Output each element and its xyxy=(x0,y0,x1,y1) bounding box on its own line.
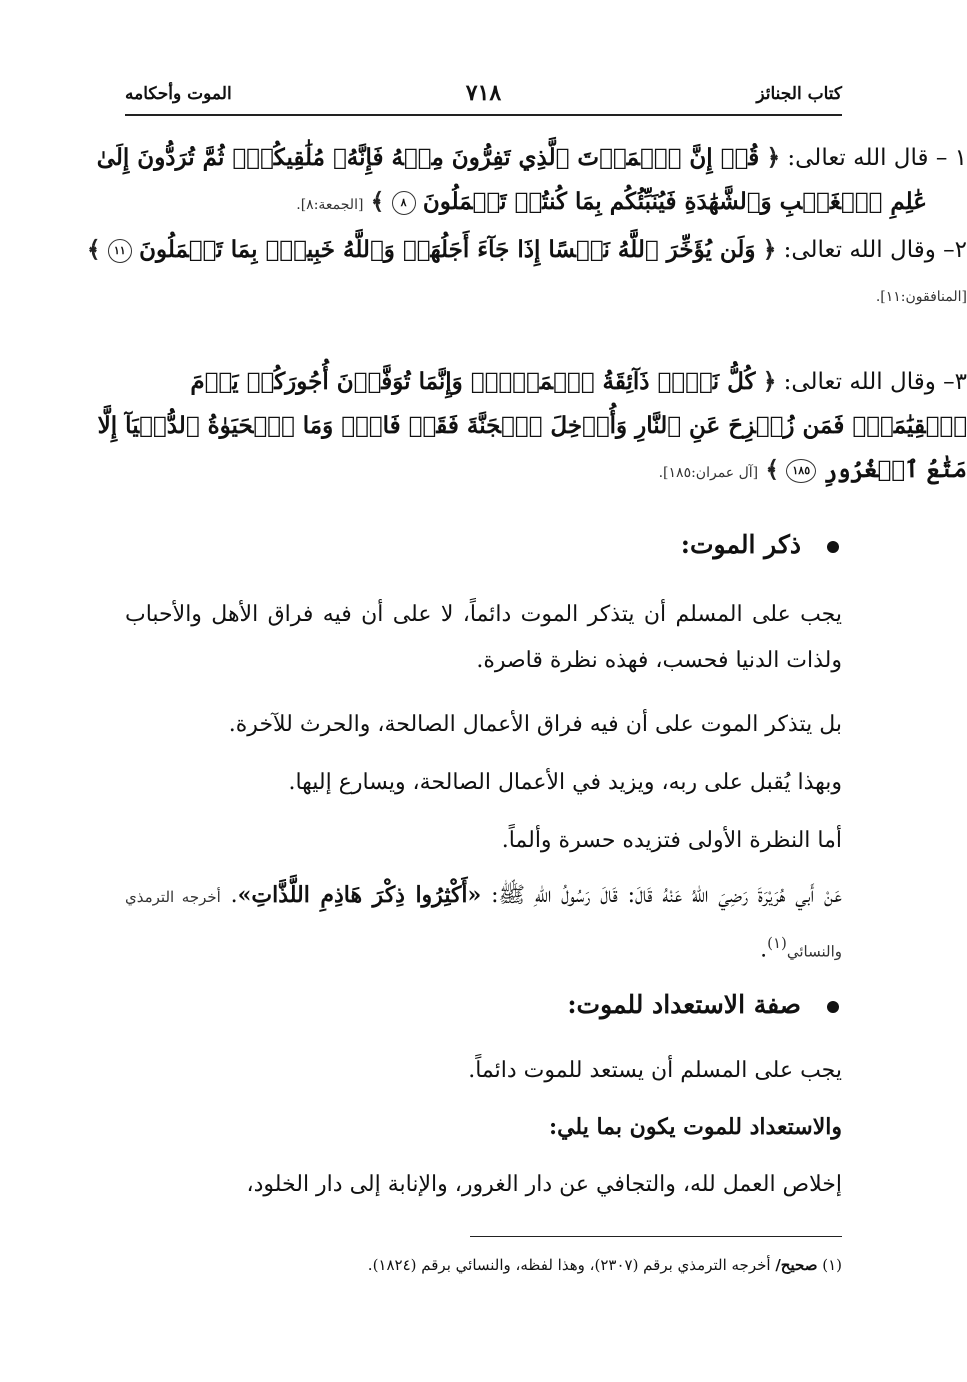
quran-reference: [المنافقون:١١]. xyxy=(875,289,967,305)
verse-intro: قال الله تعالى: xyxy=(787,145,929,171)
footnote-grade: صحيح/ xyxy=(775,1256,818,1274)
quran-close-bracket: ﴾ xyxy=(86,236,101,263)
quran-open-bracket: ﴿ xyxy=(762,368,777,395)
quran-close-bracket: ﴾ xyxy=(370,188,385,215)
verse-3 xyxy=(0,360,967,495)
footnote-number: (١) xyxy=(822,1256,842,1274)
quran-close-bracket: ﴾ xyxy=(765,456,779,483)
heading-text: صفة الاستعداد للموت: xyxy=(567,990,801,1019)
verse-number: ٢– xyxy=(943,237,967,263)
quran-reference: [الجمعة:٨]. xyxy=(296,197,364,213)
quran-text: قُلۡ إِنَّ ٱلۡمَوۡتَ ٱلَّذِي تَفِرُّونَ مِنۡهُ فَإِنَّهُۥ مُلَٰقِيكُمۡۖ ثُمَّ تُرَدُّونَ إِلَىٰ xyxy=(96,144,760,171)
hadith-paragraph: عَنْ أَبي هُرَيْرَةَ رَضِيَ اللهُ عَنْهُ قَالَ: قَالَ رَسُولُ اللهِ ﷺ: «أَكْثِرُوا ذِكْرَ هَاذِمِ اللَّذَّاتِ». أخرجه الترمذي والنسائي$^{(١)}$. xyxy=(125,882,842,963)
hadith-intro: عَنْ أَبي هُرَيْرَةَ رَضِيَ اللهُ عَنْهُ قَالَ: قَالَ رَسُولُ اللهِ ﷺ: xyxy=(491,883,842,908)
quran-text: عَٰلِمِ ٱلۡغَيۡبِ وَٱلشَّهَٰدَةِ فَيُنَبِّئُكُم بِمَا كُنتُمۡ تَعۡمَلُونَ xyxy=(422,188,927,215)
page-number: ٧١٨ xyxy=(465,80,502,106)
hadith-source: أخرجه الترمذي والنسائي xyxy=(125,888,842,961)
bullet-icon xyxy=(827,1001,839,1013)
quran-text: كُلُّ نَفۡسٖ ذَآئِقَةُ ٱلۡمَوۡتِۗ وَإِنَّمَا تُوَفَّوۡنَ أُجُورَكُمۡ يَوۡمَ xyxy=(190,368,756,395)
section-heading-preparation xyxy=(567,990,839,1019)
footnote-marker[interactable]: (١) xyxy=(767,934,787,952)
paragraph: أما النظرة الأولى فتزيده حسرة وألماً. xyxy=(501,828,842,853)
verse-intro: وقال الله تعالى: xyxy=(783,369,936,395)
ayah-number-icon: ١٨٥ xyxy=(786,459,816,483)
ayah-number-icon: ١١ xyxy=(108,239,132,263)
hadith-text: «أَكْثِرُوا ذِكْرَ هَاذِمِ اللَّذَّاتِ» xyxy=(237,882,482,908)
verse-1 xyxy=(0,136,967,227)
paragraph: وبهذا يُقبل على ربه، ويزيد في الأعمال الصالحة، ويسارع إليها. xyxy=(288,770,842,795)
paragraph: يجب على المسلم أن يتذكر الموت دائماً، لا على أن فيه فراق الأهل والأحباب ولذات الدنيا فحسب، فهذه نظرة قاصرة. xyxy=(125,602,842,673)
header-book-title: كتاب الجنائز xyxy=(756,84,842,104)
paragraph: بل يتذكر الموت على أن فيه فراق الأعمال الصالحة، والحرث للآخرة. xyxy=(228,712,842,737)
section-heading-remembering-death xyxy=(681,530,839,559)
verse-number: ٣– xyxy=(943,369,967,395)
paragraph: يجب على المسلم أن يستعد للموت دائماً. xyxy=(468,1058,842,1083)
verse-intro: وقال الله تعالى: xyxy=(783,237,936,263)
header-divider xyxy=(125,114,842,116)
header-chapter-title: الموت وأحكامه xyxy=(125,84,232,104)
footnote-text: أخرجه الترمذي برقم (٢٣٠٧)، وهذا لفظه، والنسائي برقم (١٨٢٤). xyxy=(367,1256,771,1274)
paragraph: إخلاص العمل لله، والتجافي عن دار الغرور، والإنابة إلى دار الخلود، xyxy=(246,1172,842,1197)
verse-2 xyxy=(0,228,967,319)
page-header xyxy=(125,78,842,112)
quran-text: وَلَن يُؤَخِّرَ ٱللَّهُ نَفۡسًا إِذَا جَآءَ أَجَلُهَاۚ وَٱللَّهُ خَبِيرُۢ بِمَا تَعۡمَلُونَ xyxy=(139,236,756,263)
quran-open-bracket: ﴿ xyxy=(762,236,777,263)
footnote xyxy=(125,1256,842,1274)
paragraph: والاستعداد للموت يكون بما يلي: xyxy=(548,1114,842,1140)
quran-open-bracket: ﴿ xyxy=(766,144,781,171)
quran-text: مَتَٰعُ ٱلۡغُرُورِ xyxy=(823,456,967,483)
footnote-divider xyxy=(470,1236,842,1237)
heading-text: ذكر الموت: xyxy=(680,530,801,559)
quran-reference: [آل عمران:١٨٥]. xyxy=(658,465,759,481)
ayah-number-icon: ٨ xyxy=(392,191,416,215)
verse-number: ١ – xyxy=(935,145,967,171)
bullet-icon xyxy=(827,541,839,553)
quran-text: ٱلۡقِيَٰمَةِۖ فَمَن زُحۡزِحَ عَنِ ٱلنَّارِ وَأُدۡخِلَ ٱلۡجَنَّةَ فَقَدۡ فَازَۗ وَمَا ٱلۡحَيَوٰةُ ٱلدُّنۡيَآ إِلَّا xyxy=(97,412,967,439)
